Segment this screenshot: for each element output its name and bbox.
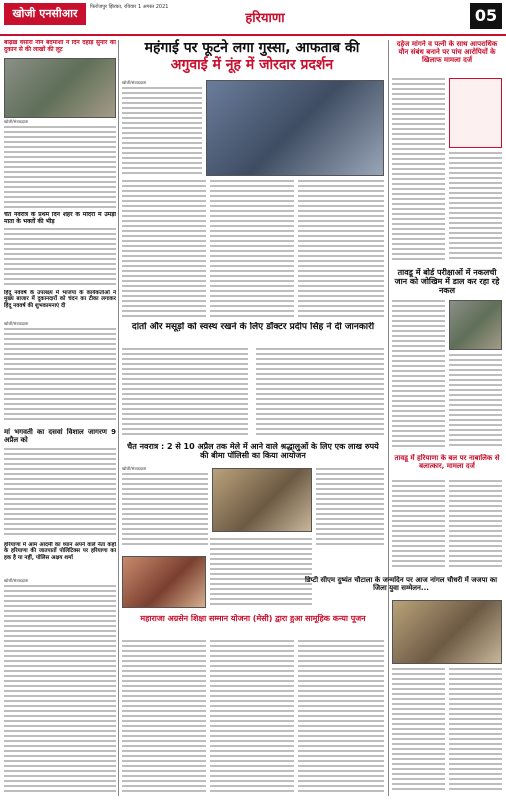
left-story5-body xyxy=(4,585,116,795)
left-story3-body xyxy=(4,328,116,424)
main-story-photo xyxy=(206,80,384,176)
mesi-body-col2 xyxy=(210,640,294,795)
mesi-body-col1 xyxy=(122,640,206,795)
dental-body-col1 xyxy=(122,348,248,438)
left-story1-byline: खोजी/संवाददाता xyxy=(4,119,29,124)
section-title: हरियाणा xyxy=(245,11,285,26)
left-story1-photo xyxy=(4,58,116,118)
navratra-headline: चैत नवरात्र : 2 से 10 अप्रैल तक मेले में आने वाले श्रद्धालुओं के लिए एक लाख रुपये की बीमा पॉलिसी का किया आयोजन xyxy=(127,442,379,461)
navratra-body-col1 xyxy=(122,473,208,551)
right-story4-body-col2 xyxy=(449,668,502,795)
page-number: 05 xyxy=(470,3,502,29)
right-story4-photo xyxy=(392,600,502,664)
main-headline-line2: अगुवाई में नूंह में जोरदार प्रदर्शन xyxy=(170,57,334,73)
mesi-headline: महाराजा अग्रसेन शिक्षा सम्मान योजना (मेसी) द्वारा हुआ सामूहिक कन्या पूजन xyxy=(140,614,366,623)
right-story1-body-col2 xyxy=(449,152,502,264)
left-story5-byline: खोजी/संवाददाता xyxy=(4,578,29,583)
left-story1-body xyxy=(4,126,116,210)
main-story-byline: खोजी/संवाददाता xyxy=(122,80,147,85)
right-story3-headline: तावडू में हरियाणा के बल पर नाबालिक से बलात्कार, मामला दर्ज xyxy=(394,454,500,471)
right-story3-body-col1 xyxy=(392,480,445,572)
navratra-body-col3 xyxy=(210,538,312,610)
column-rule-right xyxy=(388,40,389,796)
right-story2-headline: तावडू में बोर्ड परीक्षाओं में नकलची जान को जोखिम में डाल कर रहा रहे नकल xyxy=(394,268,500,296)
main-headline-line1: महंगाई पर फूटने लगा गुस्सा, आफताब की xyxy=(144,40,360,56)
navratra-photo-1 xyxy=(212,468,312,532)
navratra-byline: खोजी/संवाददाता xyxy=(122,466,147,471)
left-story4-body xyxy=(4,448,116,538)
right-story1-body-col1 xyxy=(392,78,445,264)
right-story2-photo xyxy=(449,300,502,350)
brand-logo: खोजी एनसीआर xyxy=(4,3,86,25)
right-story4-body-col1 xyxy=(392,668,445,795)
left-story2-body xyxy=(4,228,116,288)
right-story3-body-col2 xyxy=(449,480,502,572)
main-story-body-col2 xyxy=(122,180,206,320)
navratra-body-col2 xyxy=(316,468,384,552)
left-story3-byline: खोजी/संवाददाता xyxy=(4,321,29,326)
right-story2-body-col1 xyxy=(392,300,445,450)
left-story1-headline: बाढ़ख़ वसारा नीन बदमाशों ने दिन दहाड़े सुनार की दुकान से की लाखों की लूट xyxy=(4,40,116,53)
right-story4-headline: डिप्टी सीएम दुष्यंत चौटाला के जन्मदिन पर आज नांगल चौधरी में जजपा का जिला युवा सम्मेलन... xyxy=(304,576,498,593)
mesi-body-col3 xyxy=(298,640,384,795)
left-story2-headline: चैत नवरात्र के प्रथम दिन शहर के मंदिरों में उमड़ी माता के भक्तों की भीड़ xyxy=(4,212,116,225)
main-headline xyxy=(118,40,386,74)
main-story-body-col4 xyxy=(298,180,384,320)
main-story-body-col1 xyxy=(122,87,202,175)
dental-headline: दांतों और मसूड़ों को स्वस्थ रखने के लिए डॉक्टर प्रदीप सिंह ने दी जानकारी xyxy=(131,322,375,332)
left-story3-headline: हिंदू नववर्ष के उपलक्ष्य में भाजपा के कार्यकर्ताओं ने मुख्य बाजार में दुकानदारों को चंदन का टीका लगाकर हिंदू नववर्ष की शुभकामनाएं दी xyxy=(4,290,116,309)
left-story5-headline: हरियाणा में आम आदमी का ध्यान अपने वाले नेता कहाँ के हरियाणा की जातपातों पोलिटिक्स पर हरियाणा का हक है या नहीं, पोलिस अक्षय शर्मा xyxy=(4,542,116,561)
column-rule-left xyxy=(118,40,119,796)
dateline: फिरोजपुर झिरका, रविवार 1 अगस्त 2021 xyxy=(90,4,169,10)
left-story4-headline: मां भगवती का दसवां विशाल जागरण 9 अप्रैल को xyxy=(4,428,116,445)
masthead xyxy=(0,0,506,36)
right-story2-body-col2 xyxy=(449,354,502,450)
dental-body-col2 xyxy=(256,348,384,438)
right-story1-highlight-box xyxy=(449,78,502,148)
right-story1-headline: दहेज मांगने व पत्नी के साथ आपराधिक यौन संबंध बनाने पर पांच आरोपियों के खिलाफ मामला दर्ज xyxy=(396,40,498,65)
main-story-body-col3 xyxy=(210,180,294,320)
navratra-photo-2 xyxy=(122,556,206,608)
